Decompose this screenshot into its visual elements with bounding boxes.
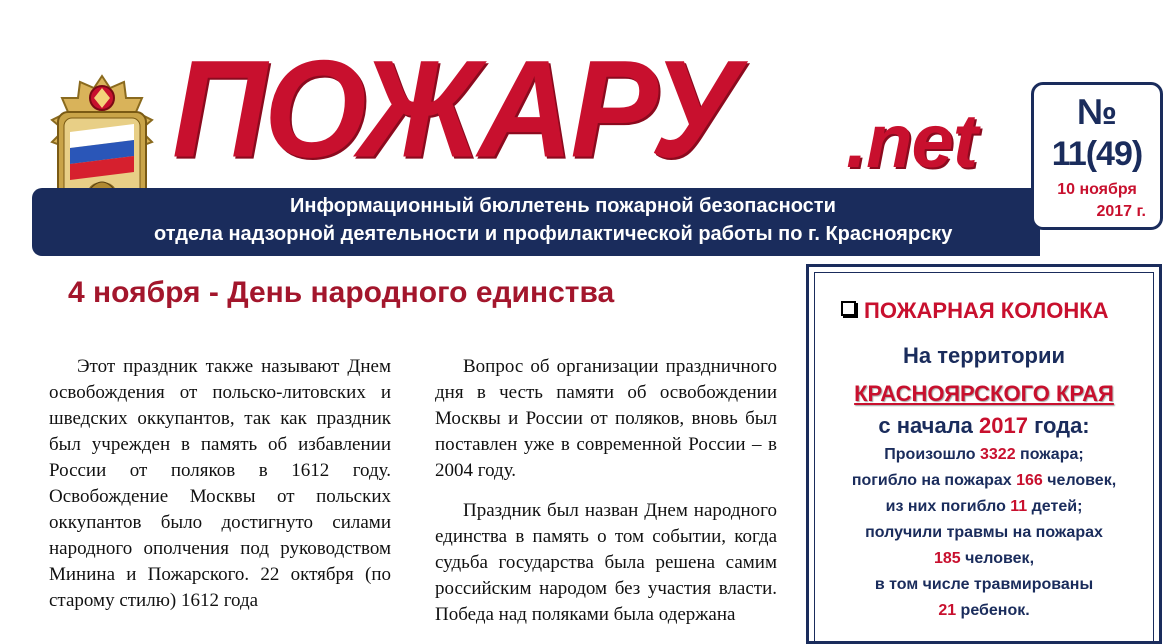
stat-deaths-pre: погибло на пожарах [851,472,1017,489]
stat-child-deaths-post: детей; [1027,498,1083,515]
stat-fires-pre: Произошло [884,446,980,463]
sidebar-frame [814,272,1154,641]
stat-injuries-label: получили травмы на пожарах [865,524,1103,541]
issue-date-day: 10 ноября [1057,181,1137,198]
stat-child-injuries-number: 21 [938,602,957,619]
issue-number: 11(49) [1051,135,1143,173]
article-column-2 [435,354,777,642]
stat-injuries-post: человек, [960,550,1035,567]
article-paragraph: Этот праздник также называют Днем освобождения от польско-литовских и шведских оккупантов, так как праздник был учрежден в память об избавлении России от поляков в 1612 году. Освобождение Москвы от польских оккупантов было достигнуто силами народного ополчения под руководством Минина и Пожарского. 22 октября (по старому стилю) 1612 года [49,356,391,611]
masthead-banner [32,188,1040,256]
stat-deaths-number: 166 [1016,472,1043,489]
sidebar-heading-text: ПОЖАРНАЯ КОЛОНКА [864,298,1109,323]
stat-deaths [815,472,1153,490]
article-paragraph: Праздник был назван Днем народного единства в память о том событии, когда судьба государства была решена самим российским народом без участия власти. Победа над поляками была одержана [435,500,777,625]
stat-child-deaths-pre: из них погибло [885,498,1011,515]
stat-child-injuries-label: в том числе травмированы [874,576,1094,593]
article-headline: 4 ноября - День народного единства [68,276,615,309]
checkbox-bullet-icon [841,301,856,316]
stat-child-deaths-number: 11 [1010,498,1028,515]
sidebar-line-since [815,413,1153,439]
sidebar-line-region [815,381,1153,407]
masthead-title: ПОЖАРУ [172,31,737,186]
article-column-1 [49,354,391,628]
sidebar-heading [841,298,1109,324]
sidebar-region: КРАСНОЯРСКОГО КРАЯ [854,381,1114,406]
since-year: 2017 [979,413,1028,438]
issue-box [1031,82,1163,230]
stat-child-injuries-post: ребенок. [956,602,1030,619]
stat-child-injuries [815,602,1153,620]
stat-fires-post: пожара; [1015,446,1084,463]
masthead-title-suffix: .net [846,99,978,184]
since-post: года: [1027,413,1090,438]
stat-fires [815,446,1153,464]
article-paragraph: Вопрос об организации праздничного дня в честь памяти об освобождении Москвы и России от поляков, вновь был поставлен уже в современной России – в 2004 году. [435,356,777,481]
stat-fires-number: 3322 [980,446,1016,463]
banner-subtitle-line-1: Информационный бюллетень пожарной безопасности [290,195,836,217]
issue-label: № [1076,91,1118,132]
fire-column-sidebar [806,264,1162,644]
issue-date-year: 2017 г. [1096,203,1146,220]
since-pre: с начала [878,413,980,438]
stat-deaths-post: человек, [1042,472,1117,489]
banner-subtitle-line-2: отдела надзорной деятельности и профилактической работы по г. Красноярску [154,223,953,245]
sidebar-line-territory: На территории [902,343,1066,368]
stat-child-deaths [815,498,1153,516]
stat-injuries [815,550,1153,568]
stat-injuries-number: 185 [933,550,961,567]
